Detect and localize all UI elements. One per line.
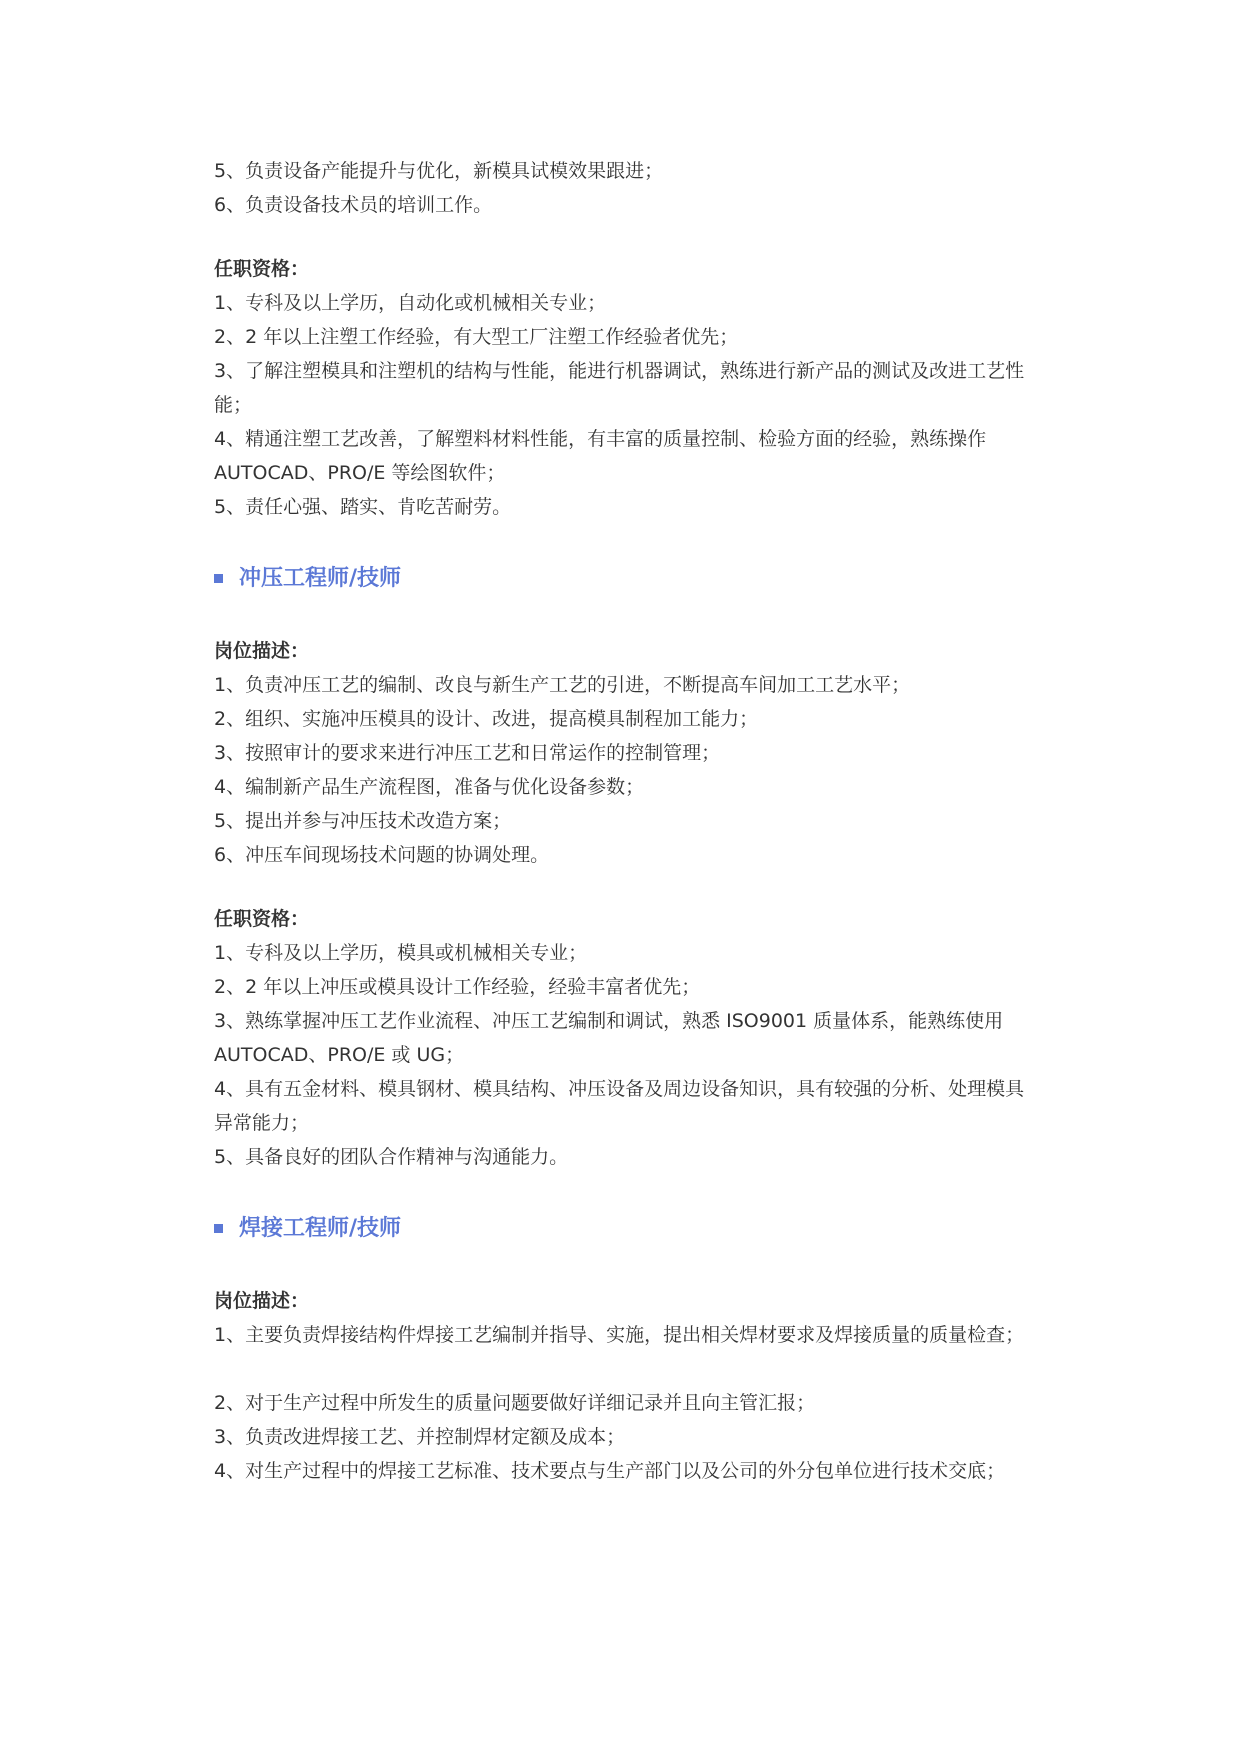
duties-label: 岗位描述： <box>214 640 310 662</box>
duty-item: 3、按照审计的要求来进行冲压工艺和日常运作的控制管理； <box>214 742 721 764</box>
qualification-item: 5、具备良好的团队合作精神与沟通能力。 <box>214 1146 569 1168</box>
square-bullet-icon <box>214 1224 223 1233</box>
qualification-item-wrap: 能； <box>214 394 253 416</box>
duty-item: 4、对生产过程中的焊接工艺标准、技术要点与生产部门以及公司的外分包单位进行技术交底； <box>214 1460 1006 1482</box>
duties-label: 岗位描述： <box>214 1290 310 1312</box>
qualification-item: 3、熟练掌握冲压工艺作业流程、冲压工艺编制和调试，熟悉 ISO9001 质量体系，能熟练使用 <box>214 1010 1004 1032</box>
qualification-item: 2、2 年以上冲压或模具设计工作经验，经验丰富者优先； <box>214 976 701 998</box>
qualification-item: 3、了解注塑模具和注塑机的结构与性能，能进行机器调试，熟练进行新产品的测试及改进工艺性 <box>214 360 1025 382</box>
duty-item: 6、负责设备技术员的培训工作。 <box>214 194 493 216</box>
duty-item: 6、冲压车间现场技术问题的协调处理。 <box>214 844 550 866</box>
duty-item: 5、负责设备产能提升与优化，新模具试模效果跟进； <box>214 160 664 182</box>
qualification-item: 4、具有五金材料、模具钢材、模具结构、冲压设备及周边设备知识，具有较强的分析、处理模具 <box>214 1078 1025 1100</box>
square-bullet-icon <box>214 574 223 583</box>
qualification-item: 5、责任心强、踏实、肯吃苦耐劳。 <box>214 496 512 518</box>
section-heading-stamping <box>214 556 1034 596</box>
qualifications-label: 任职资格： <box>214 908 310 930</box>
document-page <box>214 154 1034 1488</box>
duty-item: 3、负责改进焊接工艺、并控制焊材定额及成本； <box>214 1426 626 1448</box>
qualification-item: 4、精通注塑工艺改善，了解塑料材料性能，有丰富的质量控制、检验方面的经验，熟练操作 <box>214 428 987 450</box>
qualification-item-wrap: AUTOCAD、PRO/E 等绘图软件； <box>214 462 506 484</box>
duty-item: 1、负责冲压工艺的编制、改良与新生产工艺的引进，不断提高车间加工工艺水平； <box>214 674 911 696</box>
duty-item: 4、编制新产品生产流程图，准备与优化设备参数； <box>214 776 645 798</box>
section-heading-welding <box>214 1206 1034 1246</box>
duty-item: 5、提出并参与冲压技术改造方案； <box>214 810 512 832</box>
qualification-item: 2、2 年以上注塑工作经验，有大型工厂注塑工作经验者优先； <box>214 326 739 348</box>
qualifications-label: 任职资格： <box>214 258 310 280</box>
qualification-item-wrap: AUTOCAD、PRO/E 或 UG； <box>214 1044 465 1066</box>
duty-item: 2、对于生产过程中所发生的质量问题要做好详细记录并且向主管汇报； <box>214 1392 816 1414</box>
duty-item: 1、主要负责焊接结构件焊接工艺编制并指导、实施，提出相关焊材要求及焊接质量的质量检查； <box>214 1324 1025 1346</box>
qualification-item-wrap: 异常能力； <box>214 1112 310 1134</box>
section-title: 焊接工程师/技师 <box>239 1215 402 1241</box>
qualification-item: 1、专科及以上学历，模具或机械相关专业； <box>214 942 588 964</box>
section-title: 冲压工程师/技师 <box>239 565 402 591</box>
duty-item: 2、组织、实施冲压模具的设计、改进，提高模具制程加工能力； <box>214 708 759 730</box>
qualification-item: 1、专科及以上学历，自动化或机械相关专业； <box>214 292 607 314</box>
